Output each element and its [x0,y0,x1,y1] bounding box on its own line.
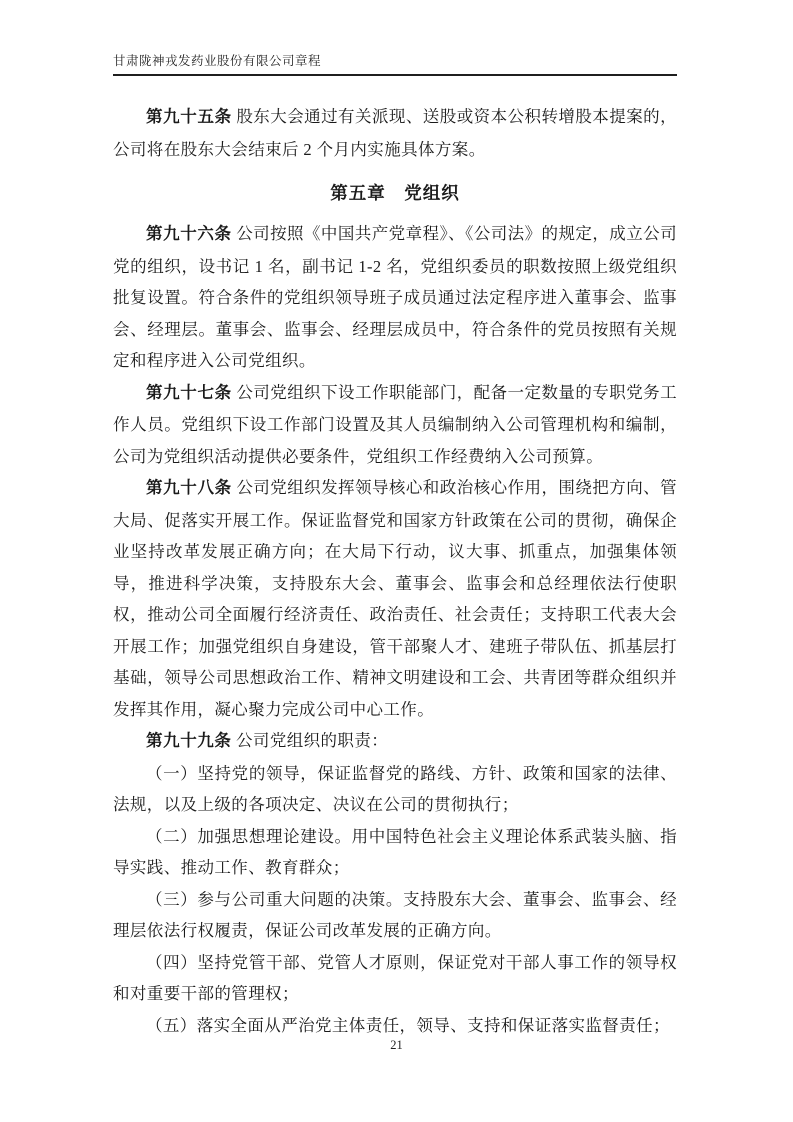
article-99 [113,725,677,758]
article-98-number: 第九十八条 [146,479,232,497]
clause-item-1: （一）坚持党的领导，保证监督党的路线、方针、政策和国家的法律、法规，以及上级的各项决定、决议在公司的贯彻执行； [113,763,677,814]
article-99-number: 第九十九条 [146,732,232,750]
article-98-text: 公司党组织发挥领导核心和政治核心作用，围绕把方向、管大局、促落实开展工作。保证监督党和国家方针政策在公司的贯彻，确保企业坚持改革发展正确方向；在大局下行动，议大事、抓重点，加强集体领导，推进科学决策，支持股东大会、董事会、监事会和总经理依法行使职权，推动公司全面履行经济责任、政治责任、社会责任；支持职工代表大会开展工作；加强党组织自身建设，管干部聚人才、建班子带队伍、抓基层打基础，领导公司思想政治工作、精神文明建设和工会、共青团等群众组织并发挥其作用，凝心聚力完成公司中心工作。 [113,478,678,719]
article-96-text: 公司按照《中国共产党章程》、《公司法》的规定，成立公司党的组织，设书记 1 名，副书记 1-2 名，党组织委员的职数按照上级党组织批复设置。符合条件的党组织领导班子成员通过法定程序进入董事会、监事会、经理层。董事会、监事会、经理层成员中，符合条件的党员按照有关规定和程序进入公司党组织。 [113,224,677,370]
page-header [113,0,677,76]
page-number: 21 [390,1038,403,1052]
article-95 [113,101,677,165]
page-footer [0,1036,793,1054]
chapter-heading: 第五章 党组织 [330,183,460,203]
clause-item-4: （四）坚持党管干部、党管人才原则，保证党对干部人事工作的领导权和对重要干部的管理权； [113,952,677,1003]
article-97-text: 公司党组织下设工作职能部门，配备一定数量的专职党务工作人员。党组织下设工作部门设置及其人员编制纳入公司管理机构和编制，公司为党组织活动提供必要条件，党组织工作经费纳入公司预算。 [113,382,678,466]
article-99-text: 公司党组织的职责： [236,731,389,750]
article-97-number: 第九十七条 [146,383,232,402]
article-97 [113,377,677,473]
clause-item-5: （五）落实全面从严治党主体责任，领导、支持和保证落实监督责任； [146,1015,670,1035]
clause-item-3: （三）参与公司重大问题的决策。支持股东大会、董事会、监事会、经理层依法行权履责，保证公司改革发展的正确方向。 [113,889,677,940]
document-body [113,76,677,1041]
article-96 [113,218,677,377]
article-95-number: 第九十五条 [146,108,232,126]
article-95-text: 股东大会通过有关派现、送股或资本公积转增股本提案的，公司将在股东大会结束后 2 个月内实施具体方案。 [113,107,678,159]
header-title: 甘肃陇神戎发药业股份有限公司章程 [113,54,322,68]
clause-item-2: （二）加强思想理论建设。用中国特色社会主义理论体系武装头脑、指导实践、推动工作、教育群众； [113,826,677,877]
article-96-number: 第九十六条 [146,225,232,243]
article-98 [113,472,677,725]
